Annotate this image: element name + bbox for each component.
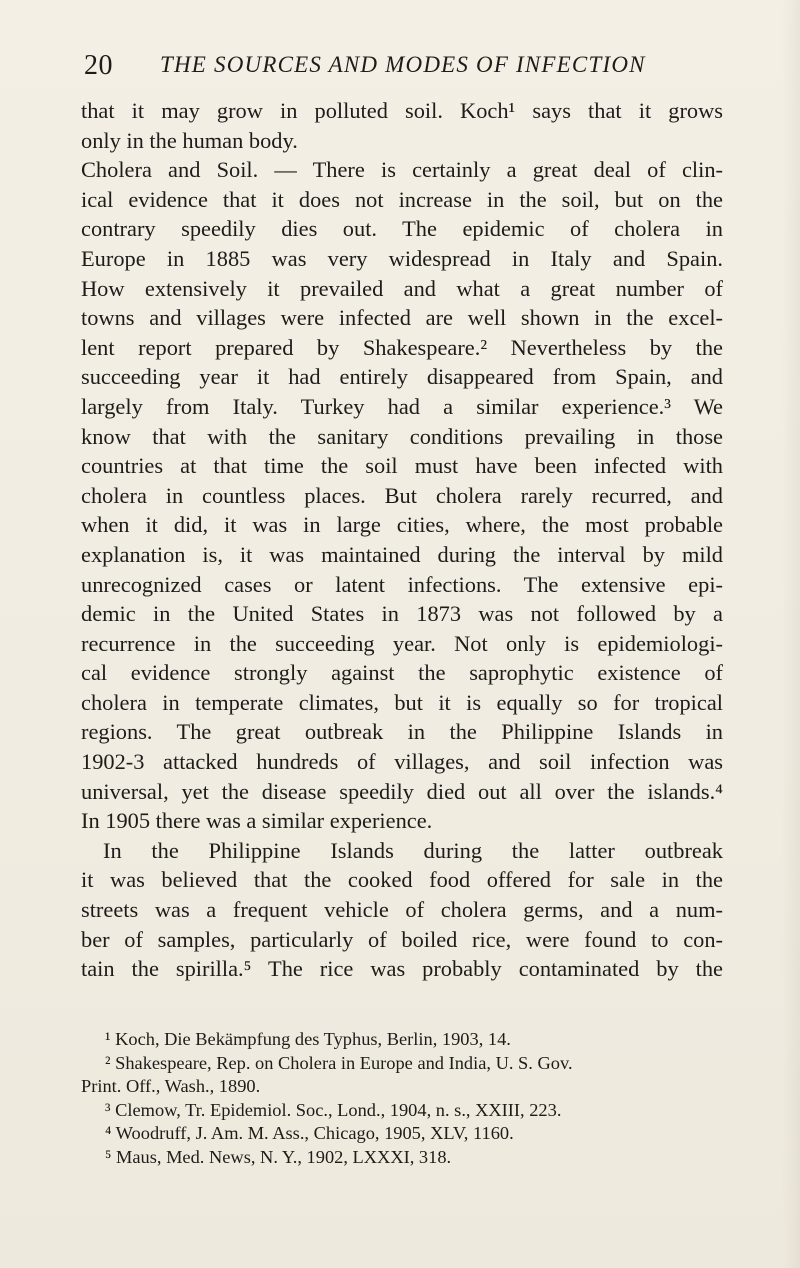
body-line: only in the human body. [81, 127, 298, 153]
body-line: when it did, it was in large cities, where, the most probable [81, 512, 723, 538]
body-line: universal, yet the disease speedily died out all over the islands.⁴ [81, 778, 723, 804]
body-line: largely from Italy. Turkey had a similar experience.³ We [81, 393, 723, 419]
body-line: recurrence in the succeeding year. Not only is epidemiologi- [81, 630, 723, 656]
page-edge-shadow [782, 0, 800, 1268]
body-line: demic in the United States in 1873 was not followed by a [81, 601, 723, 627]
footnotes [81, 1028, 741, 1169]
body-line: regions. The great outbreak in the Philippine Islands in [81, 719, 723, 745]
body-line: How extensively it prevailed and what a great number of [81, 275, 723, 301]
body-line: contrary speedily dies out. The epidemic of cholera in [81, 216, 723, 242]
body-line: In the Philippine Islands during the latter outbreak [103, 837, 723, 863]
body-line: unrecognized cases or latent infections. The extensive epi- [81, 571, 723, 597]
body-line: succeeding year it had entirely disappeared from Spain, and [81, 364, 723, 390]
body-line: that it may grow in polluted soil. Koch¹ says that it grows [81, 98, 723, 123]
body-line: 1902-3 attacked hundreds of villages, and soil infection was [81, 749, 723, 775]
body-line: tain the spirilla.⁵ The rice was probably contaminated by the [81, 956, 723, 982]
body-line: it was believed that the cooked food offered for sale in the [81, 867, 723, 893]
footnote: ¹ Koch, Die Bekämpfung des Typhus, Berlin, 1903, 14. [105, 1029, 511, 1049]
footnote: ² Shakespeare, Rep. on Cholera in Europe and India, U. S. Gov. [105, 1052, 573, 1073]
running-title: THE SOURCES AND MODES OF INFECTION [160, 52, 646, 77]
footnote: ⁵ Maus, Med. News, N. Y., 1902, LXXXI, 318. [105, 1146, 452, 1167]
body-line: cholera in temperate climates, but it is equally so for tropical [81, 689, 723, 715]
body-line: lent report prepared by Shakespeare.² Nevertheless by the [81, 334, 723, 360]
running-head [74, 50, 774, 84]
body-line: streets was a frequent vehicle of cholera germs, and a num- [81, 897, 723, 923]
footnote-continuation: Print. Off., Wash., 1890. [81, 1076, 261, 1096]
body-line: countries at that time the soil must have been infected with [81, 453, 723, 479]
body-line: cal evidence strongly against the saprophytic existence of [81, 660, 723, 686]
footnote: ³ Clemow, Tr. Epidemiol. Soc., Lond., 1904, n. s., XXIII, 223. [105, 1099, 562, 1120]
body-line: ber of samples, particularly of boiled rice, were found to con- [81, 926, 723, 952]
body-line: know that with the sanitary conditions prevailing in those [81, 423, 723, 449]
body-line: Europe in 1885 was very widespread in Italy and Spain. [81, 245, 723, 271]
body-line: ical evidence that it does not increase in the soil, but on the [81, 186, 723, 212]
body-line: cholera in countless places. But cholera rarely recurred, and [81, 482, 723, 508]
body-line: In 1905 there was a similar experience. [81, 808, 433, 834]
body-line: towns and villages were infected are well shown in the excel- [81, 305, 723, 331]
body-line: Cholera and Soil. — There is certainly a great deal of clin- [81, 157, 723, 183]
body-line: explanation is, it was maintained during the interval by mild [81, 541, 723, 567]
page-number: 20 [84, 50, 113, 81]
footnote: ⁴ Woodruff, J. Am. M. Ass., Chicago, 1905, XLV, 1160. [105, 1123, 514, 1143]
body-text [81, 96, 723, 984]
